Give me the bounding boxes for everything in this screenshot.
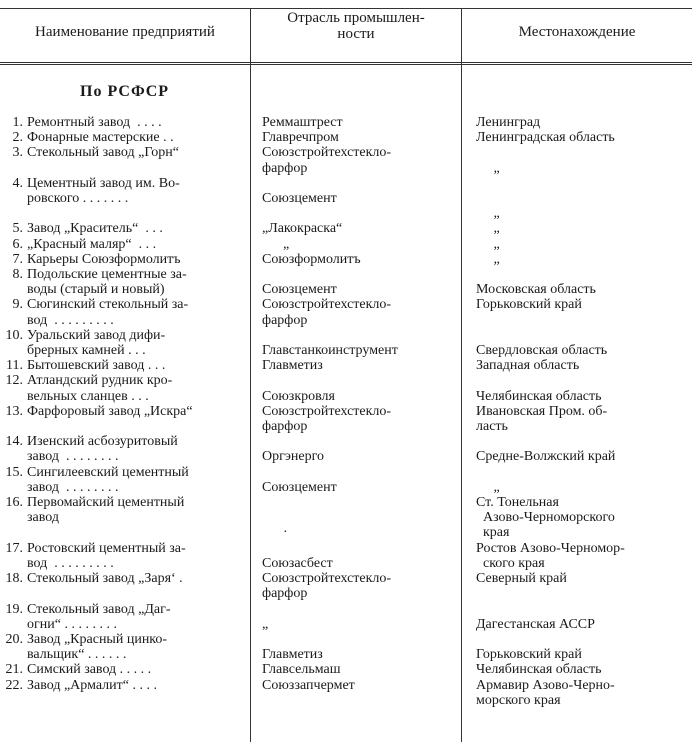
enterprise-name: Бытошевский завод . . . — [27, 358, 166, 374]
row-number: 8. — [12, 267, 23, 283]
location-cell: „ — [493, 206, 500, 222]
section-title: По РСФСР — [80, 83, 170, 100]
name-cell — [0, 495, 250, 525]
name-cell — [0, 541, 250, 571]
row-number: 22. — [5, 677, 23, 693]
branch-cell: Оргэнерго — [262, 449, 324, 465]
enterprise-name: Сингилеевский цементный завод . . . . . . . . — [27, 464, 189, 495]
row-number: 6. — [12, 236, 23, 252]
enterprise-name: Изенский асбозуритовый завод . . . . . . . . — [27, 434, 178, 465]
table-row — [0, 176, 692, 222]
branch-cell: Реммаштрест — [262, 115, 343, 130]
table-row — [0, 130, 692, 145]
header-branch: Отрасль промышлен- ности — [287, 10, 425, 42]
name-cell — [0, 404, 250, 419]
row-number: 14. — [5, 434, 23, 450]
row-number: 9. — [12, 297, 23, 313]
table-row — [0, 145, 692, 175]
branch-cell: Главречпром — [262, 130, 339, 146]
row-number: 16. — [5, 495, 23, 511]
name-cell — [0, 237, 250, 252]
location-cell: „ — [476, 251, 500, 267]
row-number: 2. — [12, 130, 23, 146]
enterprise-name: Первомайский цементный завод — [27, 495, 185, 526]
enterprise-name: Фарфоровый завод „Искра“ — [27, 403, 193, 419]
row-number: 4. — [12, 175, 23, 191]
enterprise-name: Симский завод . . . . . — [27, 662, 152, 678]
branch-cell: Союзстройтехстекло- фарфор — [262, 571, 392, 602]
branch-cell: Союзкровля — [262, 388, 335, 404]
name-cell — [0, 267, 250, 297]
table-row — [0, 221, 692, 236]
name-cell — [0, 465, 250, 495]
location-cell: Ростов Азово-Черномор- ского края — [476, 540, 625, 571]
row-number: 18. — [5, 571, 23, 587]
branch-cell: Главметиз — [262, 647, 323, 663]
enterprise-name: Уральский завод дифи- брерных камней . . . — [27, 327, 166, 359]
header-rule-2 — [0, 64, 692, 65]
table-row — [0, 404, 692, 434]
location-cell: Челябинская область — [476, 388, 602, 404]
location-cell: Дагестанская АССР — [476, 616, 595, 632]
location-cell: Ивановская Пром. об- ласть — [476, 403, 608, 435]
table-row — [0, 495, 692, 541]
branch-cell: „ — [262, 616, 269, 632]
name-cell — [0, 221, 250, 236]
enterprise-name: Стекольный завод „Горн“ — [27, 145, 179, 161]
branch-cell: Главстанкоинструмент — [262, 343, 398, 359]
header-location: Местонахождение — [518, 24, 636, 40]
location-cell: Московская область — [476, 282, 596, 298]
location-cell: Ленинградская область — [476, 130, 615, 146]
table-row — [0, 252, 692, 267]
location-cell: „ — [493, 160, 500, 176]
name-cell — [0, 145, 250, 160]
table-row — [0, 434, 692, 464]
location-cell: Ленинград — [476, 115, 541, 130]
name-cell — [0, 571, 250, 586]
branch-cell: Союзформолитъ — [262, 251, 361, 267]
branch-cell: Союзстройтехстекло- фарфор — [262, 297, 392, 328]
row-number: 20. — [5, 631, 23, 647]
header-name: Наименование предприятий — [35, 24, 215, 40]
location-cell: Свердловская область — [476, 343, 608, 359]
row-number: 19. — [5, 601, 23, 617]
enterprise-name: Завод „Армалит“ . . . . — [27, 677, 157, 693]
row-number: 7. — [12, 251, 23, 267]
table-row — [0, 541, 692, 571]
branch-cell: Союзцемент — [262, 282, 337, 298]
name-cell — [0, 678, 250, 693]
enterprise-name: Стекольный завод „Заря‘ . — [27, 571, 183, 587]
branch-cell: Союзстройтехстекло- фарфор — [262, 403, 392, 435]
enterprise-name: Фонарные мастерские . . — [27, 130, 174, 146]
location-cell: Ст. Тонельная Азово-Черноморского края — [476, 495, 615, 541]
table-row — [0, 328, 692, 358]
table-row — [0, 632, 692, 662]
branch-cell: · — [283, 525, 288, 541]
table-row — [0, 571, 692, 601]
row-number: 3. — [12, 145, 23, 161]
branch-cell: Союзстройтехстекло- фарфор — [262, 145, 392, 176]
table-row — [0, 602, 692, 632]
location-cell: „ — [476, 236, 500, 252]
row-number: 10. — [5, 327, 23, 343]
row-number: 21. — [5, 662, 23, 678]
name-cell — [0, 434, 250, 464]
row-number: 15. — [5, 464, 23, 480]
location-cell: Северный край — [476, 571, 567, 587]
enterprise-name: Стекольный завод „Даг- огни“ . . . . . . . . — [27, 601, 171, 632]
name-cell — [0, 176, 250, 206]
row-number: 11. — [6, 358, 23, 374]
name-cell — [0, 602, 250, 632]
location-cell: Челябинская область — [476, 662, 602, 678]
table-row — [0, 678, 692, 708]
branch-cell: Главсельмаш — [262, 662, 341, 678]
table-row — [0, 465, 692, 495]
name-cell — [0, 632, 250, 662]
enterprise-name: Завод „Красный цинко- вальщик“ . . . . . . — [27, 631, 168, 663]
enterprise-name: Ростовский цементный за- вод . . . . . . . . . — [27, 540, 186, 571]
enterprise-name: Атландский рудник кро- вельных сланцев . . . — [27, 373, 173, 404]
enterprise-name: Карьеры Союзформолитъ — [27, 251, 181, 267]
table-row — [0, 373, 692, 403]
location-cell: „ — [493, 479, 500, 495]
table-row — [0, 267, 692, 297]
branch-cell: Союзцемент — [262, 191, 337, 207]
row-number: 1. — [12, 115, 23, 130]
name-cell — [0, 297, 250, 327]
table-row — [0, 115, 692, 130]
name-cell — [0, 252, 250, 267]
table-row — [0, 358, 692, 373]
name-cell — [0, 328, 250, 358]
name-cell — [0, 662, 250, 677]
enterprise-name: Сюгинский стекольный за- вод . . . . . . . . . — [27, 297, 189, 328]
branch-cell: „ — [262, 236, 290, 252]
branch-cell: Союзасбест — [262, 555, 333, 571]
branch-cell: Союзцемент — [262, 479, 337, 495]
row-number: 17. — [5, 540, 23, 556]
top-rule — [0, 8, 692, 9]
table-row — [0, 237, 692, 252]
location-cell: Средне-Волжский край — [476, 449, 616, 465]
table-row — [0, 297, 692, 327]
location-cell: Западная область — [476, 358, 580, 374]
name-cell — [0, 130, 250, 145]
enterprise-name: „Красный маляр“ . . . — [27, 236, 157, 252]
row-number: 13. — [5, 403, 23, 419]
name-cell — [0, 115, 250, 130]
header-rule — [0, 62, 692, 63]
location-cell: „ — [476, 221, 500, 237]
table-row — [0, 662, 692, 677]
branch-cell: Союззапчермет — [262, 677, 355, 693]
branch-cell: „Лакокраска“ — [262, 221, 343, 237]
row-number: 12. — [5, 373, 23, 389]
location-cell: Горьковский край — [476, 297, 582, 313]
branch-cell: Главметиз — [262, 358, 323, 374]
location-cell: Горьковский край — [476, 647, 582, 663]
enterprise-name: Ремонтный завод . . . . — [27, 115, 162, 130]
enterprise-name: Подольские цементные за- воды (старый и новый) — [27, 267, 187, 298]
location-cell: Армавир Азово-Черно- морского края — [476, 677, 615, 708]
name-cell — [0, 358, 250, 373]
table-body — [0, 115, 692, 708]
row-number: 5. — [12, 221, 23, 237]
enterprise-name: Завод „Краситель“ . . . — [27, 221, 163, 237]
enterprise-name: Цементный завод им. Во- ровского . . . . . . . — [27, 175, 180, 207]
name-cell — [0, 373, 250, 403]
